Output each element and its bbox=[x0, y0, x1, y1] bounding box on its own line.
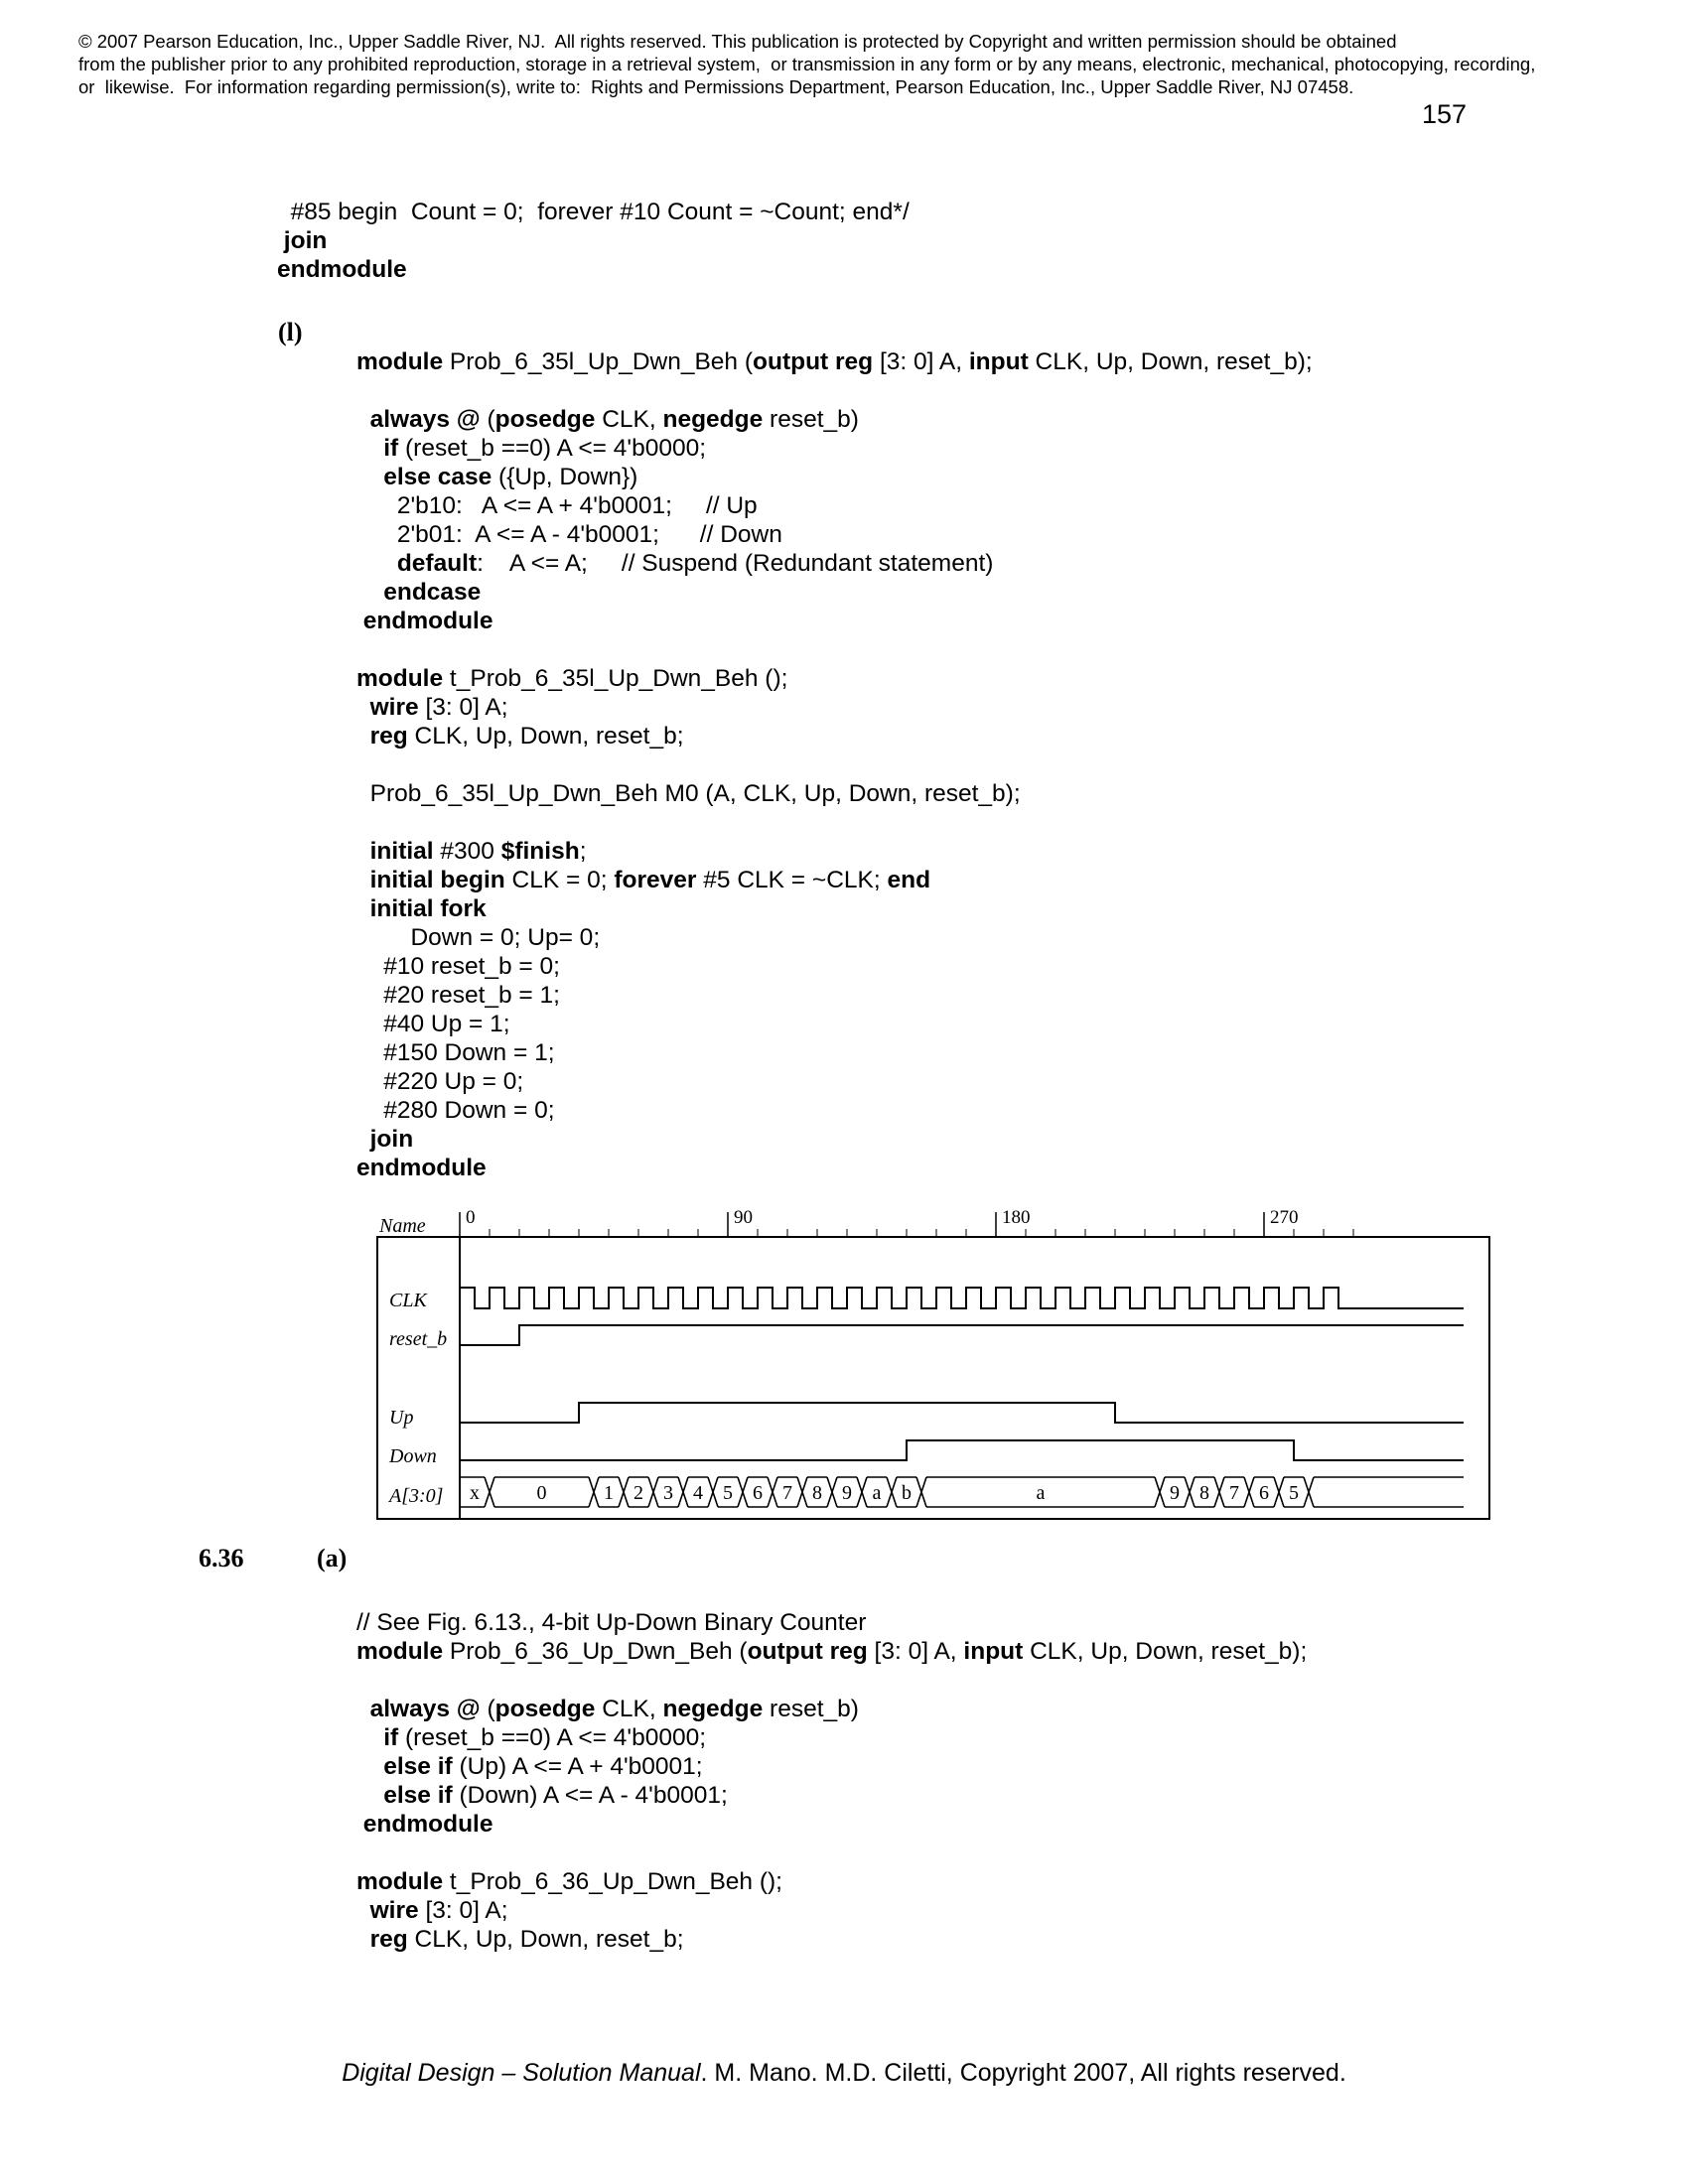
code-keyword: endmodule bbox=[356, 1155, 487, 1181]
bus-value: 8 bbox=[1199, 1482, 1209, 1504]
code-keyword: if bbox=[356, 435, 399, 462]
footer-credits: . M. Mano. M.D. Ciletti, Copyright 2007, All rights reserved. bbox=[700, 2059, 1346, 2087]
code-text: #300 bbox=[433, 838, 501, 865]
code-text: CLK, Up, Down, reset_b; bbox=[407, 1926, 684, 1953]
code-keyword: posedge bbox=[494, 406, 596, 433]
bus-value: 7 bbox=[782, 1482, 792, 1504]
code-keyword: endmodule bbox=[356, 608, 493, 634]
code-keyword: negedge bbox=[662, 406, 764, 433]
code-line bbox=[356, 1925, 1307, 1954]
code-text: #40 Up = 1; bbox=[356, 1011, 510, 1037]
axis-label: 0 bbox=[466, 1207, 476, 1228]
clk-waveform bbox=[460, 1288, 1464, 1308]
code-text: [3: 0] A, bbox=[873, 348, 969, 375]
bus-transition bbox=[768, 1477, 777, 1507]
bus-transition bbox=[916, 1477, 926, 1507]
code-line bbox=[356, 1896, 1307, 1925]
code-text: 2'b10: A <= A + 4'b0001; // Up bbox=[356, 492, 758, 519]
code-keyword: module bbox=[356, 348, 444, 375]
code-text: CLK, Up, Down, reset_b); bbox=[1028, 348, 1313, 375]
bus-value: 6 bbox=[1259, 1482, 1269, 1504]
code-text: CLK, bbox=[595, 406, 663, 433]
code-keyword: output reg bbox=[753, 348, 874, 375]
code-line bbox=[356, 1810, 1307, 1839]
code-text: CLK = 0; bbox=[504, 867, 615, 893]
bus-value: 4 bbox=[693, 1482, 703, 1504]
bus-transition bbox=[589, 1477, 599, 1507]
code-text: Prob_6_35l_Up_Dwn_Beh ( bbox=[443, 348, 754, 375]
code-line bbox=[356, 1723, 1307, 1752]
bus-value: 1 bbox=[604, 1482, 614, 1504]
bus-transition bbox=[1155, 1477, 1165, 1507]
up-waveform bbox=[460, 1403, 1464, 1423]
axis-label: 270 bbox=[1270, 1207, 1299, 1228]
code-text: reset_b) bbox=[763, 406, 859, 433]
code-keyword: if bbox=[356, 1724, 399, 1751]
bus-value: b bbox=[902, 1482, 912, 1504]
code-line bbox=[356, 1637, 1307, 1666]
code-keyword: wire bbox=[356, 694, 419, 721]
code-text: Prob_6_35l_Up_Dwn_Beh M0 (A, CLK, Up, Down, reset_b); bbox=[356, 780, 1021, 807]
code-text: [3: 0] A; bbox=[418, 1897, 508, 1924]
code-text: Down = 0; Up= 0; bbox=[356, 924, 601, 951]
code-keyword: posedge bbox=[494, 1696, 596, 1722]
code-keyword: else if bbox=[356, 1782, 453, 1809]
bus-transition bbox=[1185, 1477, 1195, 1507]
bus-value: 6 bbox=[753, 1482, 763, 1504]
code-keyword: reg bbox=[356, 723, 408, 750]
name-header: Name bbox=[379, 1215, 426, 1237]
bus-transition bbox=[827, 1477, 837, 1507]
code-text: #85 begin Count = 0; forever #10 Count = ~Count; end*/ bbox=[277, 199, 910, 225]
code-text: #20 reset_b = 1; bbox=[356, 982, 560, 1009]
code-text: CLK, Up, Down, reset_b; bbox=[407, 723, 684, 750]
code-keyword: else if bbox=[356, 1753, 453, 1780]
code-keyword: initial fork bbox=[356, 895, 487, 922]
code-keyword: negedge bbox=[662, 1696, 764, 1722]
bus-transition bbox=[619, 1477, 629, 1507]
code-keyword: module bbox=[356, 1868, 444, 1895]
bus-value: 5 bbox=[723, 1482, 733, 1504]
code-line bbox=[356, 1867, 1307, 1896]
code-keyword: module bbox=[356, 665, 444, 692]
bus-value: 9 bbox=[842, 1482, 852, 1504]
code-line bbox=[356, 1608, 1307, 1637]
axis-label: 180 bbox=[1002, 1207, 1031, 1228]
bus-transition bbox=[1244, 1477, 1254, 1507]
code-text: #220 Up = 0; bbox=[356, 1068, 524, 1095]
code-block-part-a bbox=[356, 1608, 1307, 1954]
code-keyword: reg bbox=[356, 1926, 408, 1953]
code-keyword: initial begin bbox=[356, 867, 505, 893]
bus-transition bbox=[485, 1477, 494, 1507]
code-keyword: join bbox=[356, 1126, 414, 1153]
reset-b-waveform bbox=[460, 1325, 1464, 1345]
bus-transition bbox=[1274, 1477, 1284, 1507]
code-keyword: input bbox=[963, 1638, 1024, 1665]
bus-transition bbox=[678, 1477, 688, 1507]
code-keyword: endcase bbox=[356, 579, 482, 606]
bus-value: 8 bbox=[812, 1482, 822, 1504]
code-keyword: initial bbox=[356, 838, 434, 865]
copyright-line: or likewise. For information regarding permission(s), write to: Rights and Permissions Department, Pearson Education, Inc., Upper Saddle River, NJ 07458. bbox=[78, 76, 1354, 97]
code-text: [3: 0] A, bbox=[867, 1638, 964, 1665]
code-text: #10 reset_b = 0; bbox=[356, 953, 560, 980]
signal-label: A[3:0] bbox=[389, 1485, 444, 1507]
code-text: 2'b01: A <= A - 4'b0001; // Down bbox=[356, 521, 782, 548]
code-text: ; bbox=[579, 838, 587, 865]
code-text: #280 Down = 0; bbox=[356, 1097, 555, 1124]
code-keyword: join bbox=[277, 227, 328, 254]
signal-label: Down bbox=[389, 1445, 437, 1467]
bus-value: x bbox=[470, 1482, 480, 1504]
page-number: 157 bbox=[1422, 99, 1468, 129]
bus-value: 0 bbox=[536, 1482, 547, 1504]
code-keyword: wire bbox=[356, 1897, 419, 1924]
code-line bbox=[356, 1839, 1307, 1867]
bus-transition bbox=[797, 1477, 807, 1507]
bus-value: a bbox=[872, 1482, 882, 1504]
code-text: CLK, Up, Down, reset_b); bbox=[1023, 1638, 1308, 1665]
code-text: (Up) A <= A + 4'b0001; bbox=[452, 1753, 703, 1780]
bus-transition bbox=[887, 1477, 897, 1507]
part-l-label: (l) bbox=[278, 318, 303, 346]
code-text: reset_b) bbox=[763, 1696, 859, 1722]
page-footer bbox=[0, 2059, 1688, 2088]
code-text: t_Prob_6_36_Up_Dwn_Beh (); bbox=[443, 1868, 782, 1895]
bus-value: 7 bbox=[1229, 1482, 1239, 1504]
code-keyword: input bbox=[968, 348, 1029, 375]
code-keyword: $finish bbox=[500, 838, 580, 865]
code-keyword: else case bbox=[356, 464, 492, 490]
code-text: : A <= A; // Suspend (Redundant statement) bbox=[477, 550, 994, 577]
bus-transition bbox=[648, 1477, 658, 1507]
code-text: [3: 0] A; bbox=[418, 694, 508, 721]
code-line bbox=[356, 1666, 1307, 1695]
bus-transition bbox=[1214, 1477, 1224, 1507]
code-text: ( bbox=[480, 406, 495, 433]
signal-label: Up bbox=[389, 1407, 414, 1429]
code-keyword: endmodule bbox=[277, 256, 407, 283]
bus-value: 9 bbox=[1170, 1482, 1180, 1504]
code-text: Prob_6_36_Up_Dwn_Beh ( bbox=[443, 1638, 748, 1665]
code-text: (reset_b ==0) A <= 4'b0000; bbox=[398, 435, 707, 462]
bus-value: 3 bbox=[663, 1482, 673, 1504]
code-line bbox=[356, 1752, 1307, 1781]
code-keyword: output reg bbox=[747, 1638, 868, 1665]
code-keyword: end bbox=[887, 867, 931, 893]
code-keyword: endmodule bbox=[356, 1811, 493, 1838]
code-keyword: default bbox=[356, 550, 478, 577]
code-text: #150 Down = 1; bbox=[356, 1039, 555, 1066]
code-keyword: always @ bbox=[356, 406, 481, 433]
bus-transition bbox=[857, 1477, 867, 1507]
bus-transition bbox=[1304, 1477, 1314, 1507]
code-text: ({Up, Down}) bbox=[492, 464, 638, 490]
code-text: // See Fig. 6.13., 4-bit Up-Down Binary Counter bbox=[356, 1609, 867, 1636]
down-waveform bbox=[460, 1440, 1464, 1460]
code-text: (reset_b ==0) A <= 4'b0000; bbox=[398, 1724, 707, 1751]
signal-label: reset_b bbox=[389, 1328, 448, 1350]
bus-transition bbox=[708, 1477, 718, 1507]
axis-label: 90 bbox=[734, 1207, 753, 1228]
bus-value: 2 bbox=[633, 1482, 643, 1504]
bus-transition bbox=[738, 1477, 748, 1507]
code-keyword: always @ bbox=[356, 1696, 481, 1722]
copyright-line: © 2007 Pearson Education, Inc., Upper Saddle River, NJ. All rights reserved. This publication is protected by Copyright and written permission should be obtained bbox=[78, 31, 1397, 52]
copyright-line: from the publisher prior to any prohibited reproduction, storage in a retrieval system, or transmission in any form or by any means, electronic, mechanical, photocopying, recording, bbox=[78, 54, 1536, 74]
code-text: ( bbox=[480, 1696, 495, 1722]
bus-value: 5 bbox=[1289, 1482, 1299, 1504]
code-keyword: module bbox=[356, 1638, 444, 1665]
part-a-label: (a) bbox=[317, 1544, 348, 1572]
bus-value: a bbox=[1036, 1482, 1046, 1504]
signal-label: CLK bbox=[389, 1290, 427, 1311]
footer-title: Digital Design – Solution Manual bbox=[342, 2059, 701, 2087]
code-text: (Down) A <= A - 4'b0001; bbox=[452, 1782, 728, 1809]
code-line bbox=[356, 1781, 1307, 1810]
code-text: t_Prob_6_35l_Up_Dwn_Beh (); bbox=[443, 665, 788, 692]
section-number: 6.36 bbox=[199, 1544, 244, 1572]
code-keyword: forever bbox=[614, 867, 697, 893]
code-text: #5 CLK = ~CLK; bbox=[696, 867, 888, 893]
code-text: CLK, bbox=[595, 1696, 663, 1722]
code-line bbox=[356, 1695, 1307, 1723]
